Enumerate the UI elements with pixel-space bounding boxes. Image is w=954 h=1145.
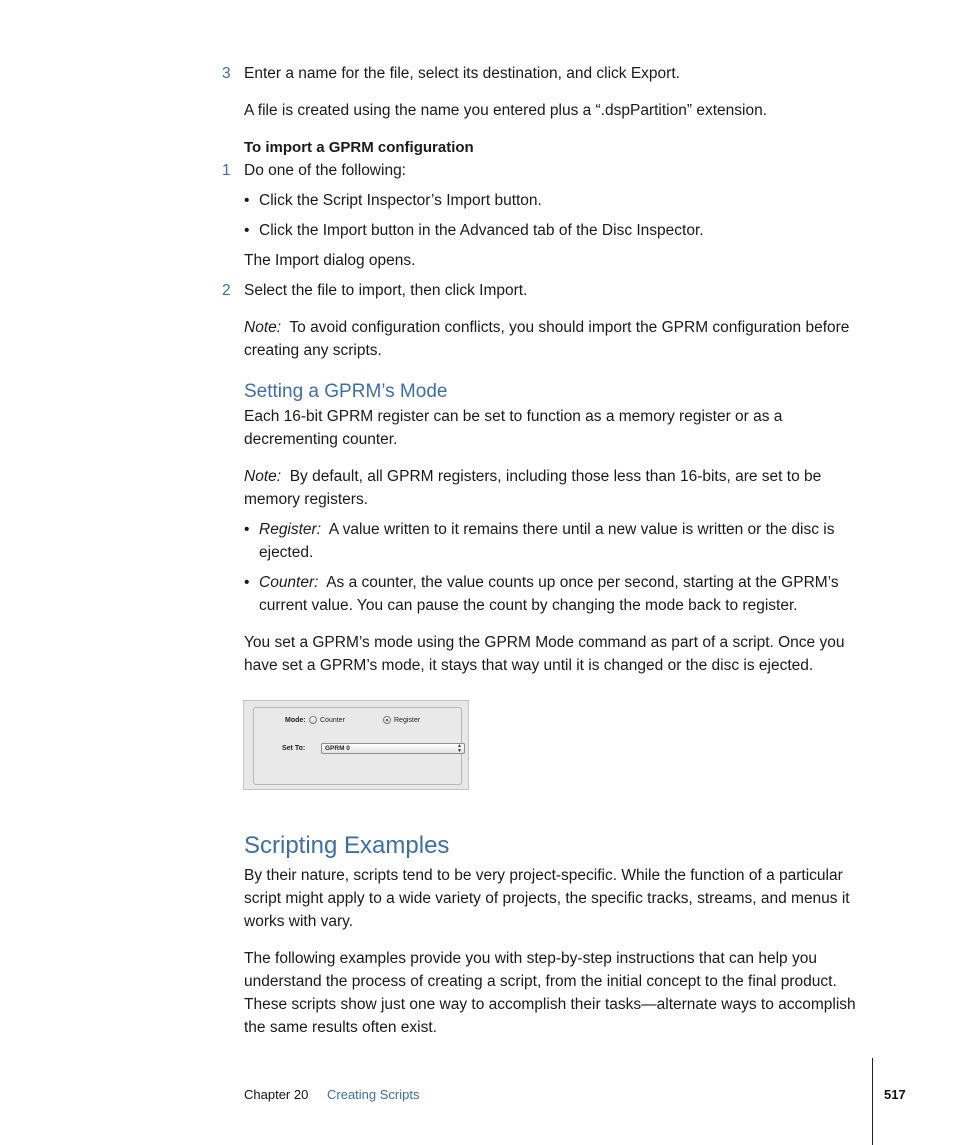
note-text: To avoid configuration conflicts, you should import the GPRM configuration before creating any scripts. — [244, 319, 850, 359]
bullet-text: Click the Script Inspector’s Import button. — [259, 192, 542, 209]
import-note — [244, 316, 876, 362]
note-text: By default, all GPRM registers, including those less than 16-bits, are set to be memory registers. — [244, 468, 822, 508]
list-item — [244, 219, 876, 242]
bullet-dot: • — [244, 222, 250, 239]
mode-note — [244, 465, 876, 511]
set-to-value: GPRM 0 — [325, 745, 350, 752]
bullet-dot: • — [244, 521, 250, 538]
footer-chapter: Chapter 20 — [244, 1087, 309, 1102]
note-label: Note: — [244, 468, 282, 485]
set-to-label: Set To: — [282, 745, 306, 752]
examples-para-1: By their nature, scripts tend to be very project-specific. While the function of a particular script might apply to a wide variety of projects, the specific tracks, streams, and menus it works with vary. — [244, 867, 850, 930]
mode-label: Mode: — [285, 717, 306, 724]
import-dialog-opens: The Import dialog opens. — [244, 252, 416, 269]
bullet-term: Counter: — [259, 574, 319, 591]
list-item — [244, 518, 876, 564]
note-label: Note: — [244, 319, 282, 336]
counter-radio-label: Counter — [320, 717, 345, 724]
popup-arrows-icon: ▲ ▼ — [457, 743, 462, 754]
footer-divider — [872, 1058, 873, 1145]
bullet-text: A value written to it remains there until a new value is written or the disc is ejected. — [259, 521, 835, 561]
step-number-1: 1 — [222, 162, 231, 179]
step-number-2: 2 — [222, 282, 231, 299]
counter-radio[interactable] — [309, 716, 317, 724]
examples-para-2: The following examples provide you with step-by-step instructions that can help you understand the process of creating a script, from the initial concept to the final product. These scripts show just one way to accomplish their tasks—alternate ways to accomplish the same results often exist. — [244, 950, 856, 1036]
step-1-text: Do one of the following: — [244, 162, 406, 179]
set-to-popup[interactable] — [321, 743, 465, 754]
list-item — [244, 189, 876, 212]
step-3-result: A file is created using the name you entered plus a “.dspPartition” extension. — [244, 102, 767, 119]
register-radio[interactable] — [383, 716, 391, 724]
bullet-text: As a counter, the value counts up once per second, starting at the GPRM’s current value. You can pause the count by changing the mode back to register. — [259, 574, 839, 614]
step-3-text: Enter a name for the file, select its destination, and click Export. — [244, 65, 680, 82]
bullet-term: Register: — [259, 521, 322, 538]
step-2-text: Select the file to import, then click Import. — [244, 282, 528, 299]
section-heading-gprm-mode: Setting a GPRM’s Mode — [244, 381, 448, 402]
footer-chapter-title: Creating Scripts — [327, 1087, 420, 1102]
bullet-dot: • — [244, 192, 250, 209]
register-radio-label: Register — [394, 717, 421, 724]
mode-intro: Each 16-bit GPRM register can be set to function as a memory register or as a decrementing counter. — [244, 408, 783, 448]
bullet-dot: • — [244, 574, 250, 591]
section-heading-scripting-examples: Scripting Examples — [244, 832, 450, 859]
list-item — [244, 571, 876, 617]
inspector-panel — [253, 707, 462, 785]
import-heading: To import a GPRM configuration — [244, 139, 474, 156]
mode-closing: You set a GPRM’s mode using the GPRM Mode command as part of a script. Once you have set a GPRM’s mode, it stays that way until it is changed or the disc is ejected. — [244, 634, 845, 674]
step-number-3: 3 — [222, 65, 231, 82]
bullet-text: Click the Import button in the Advanced tab of the Disc Inspector. — [259, 222, 704, 239]
gprm-mode-inspector-screenshot — [243, 700, 469, 790]
page-number: 517 — [884, 1087, 906, 1102]
